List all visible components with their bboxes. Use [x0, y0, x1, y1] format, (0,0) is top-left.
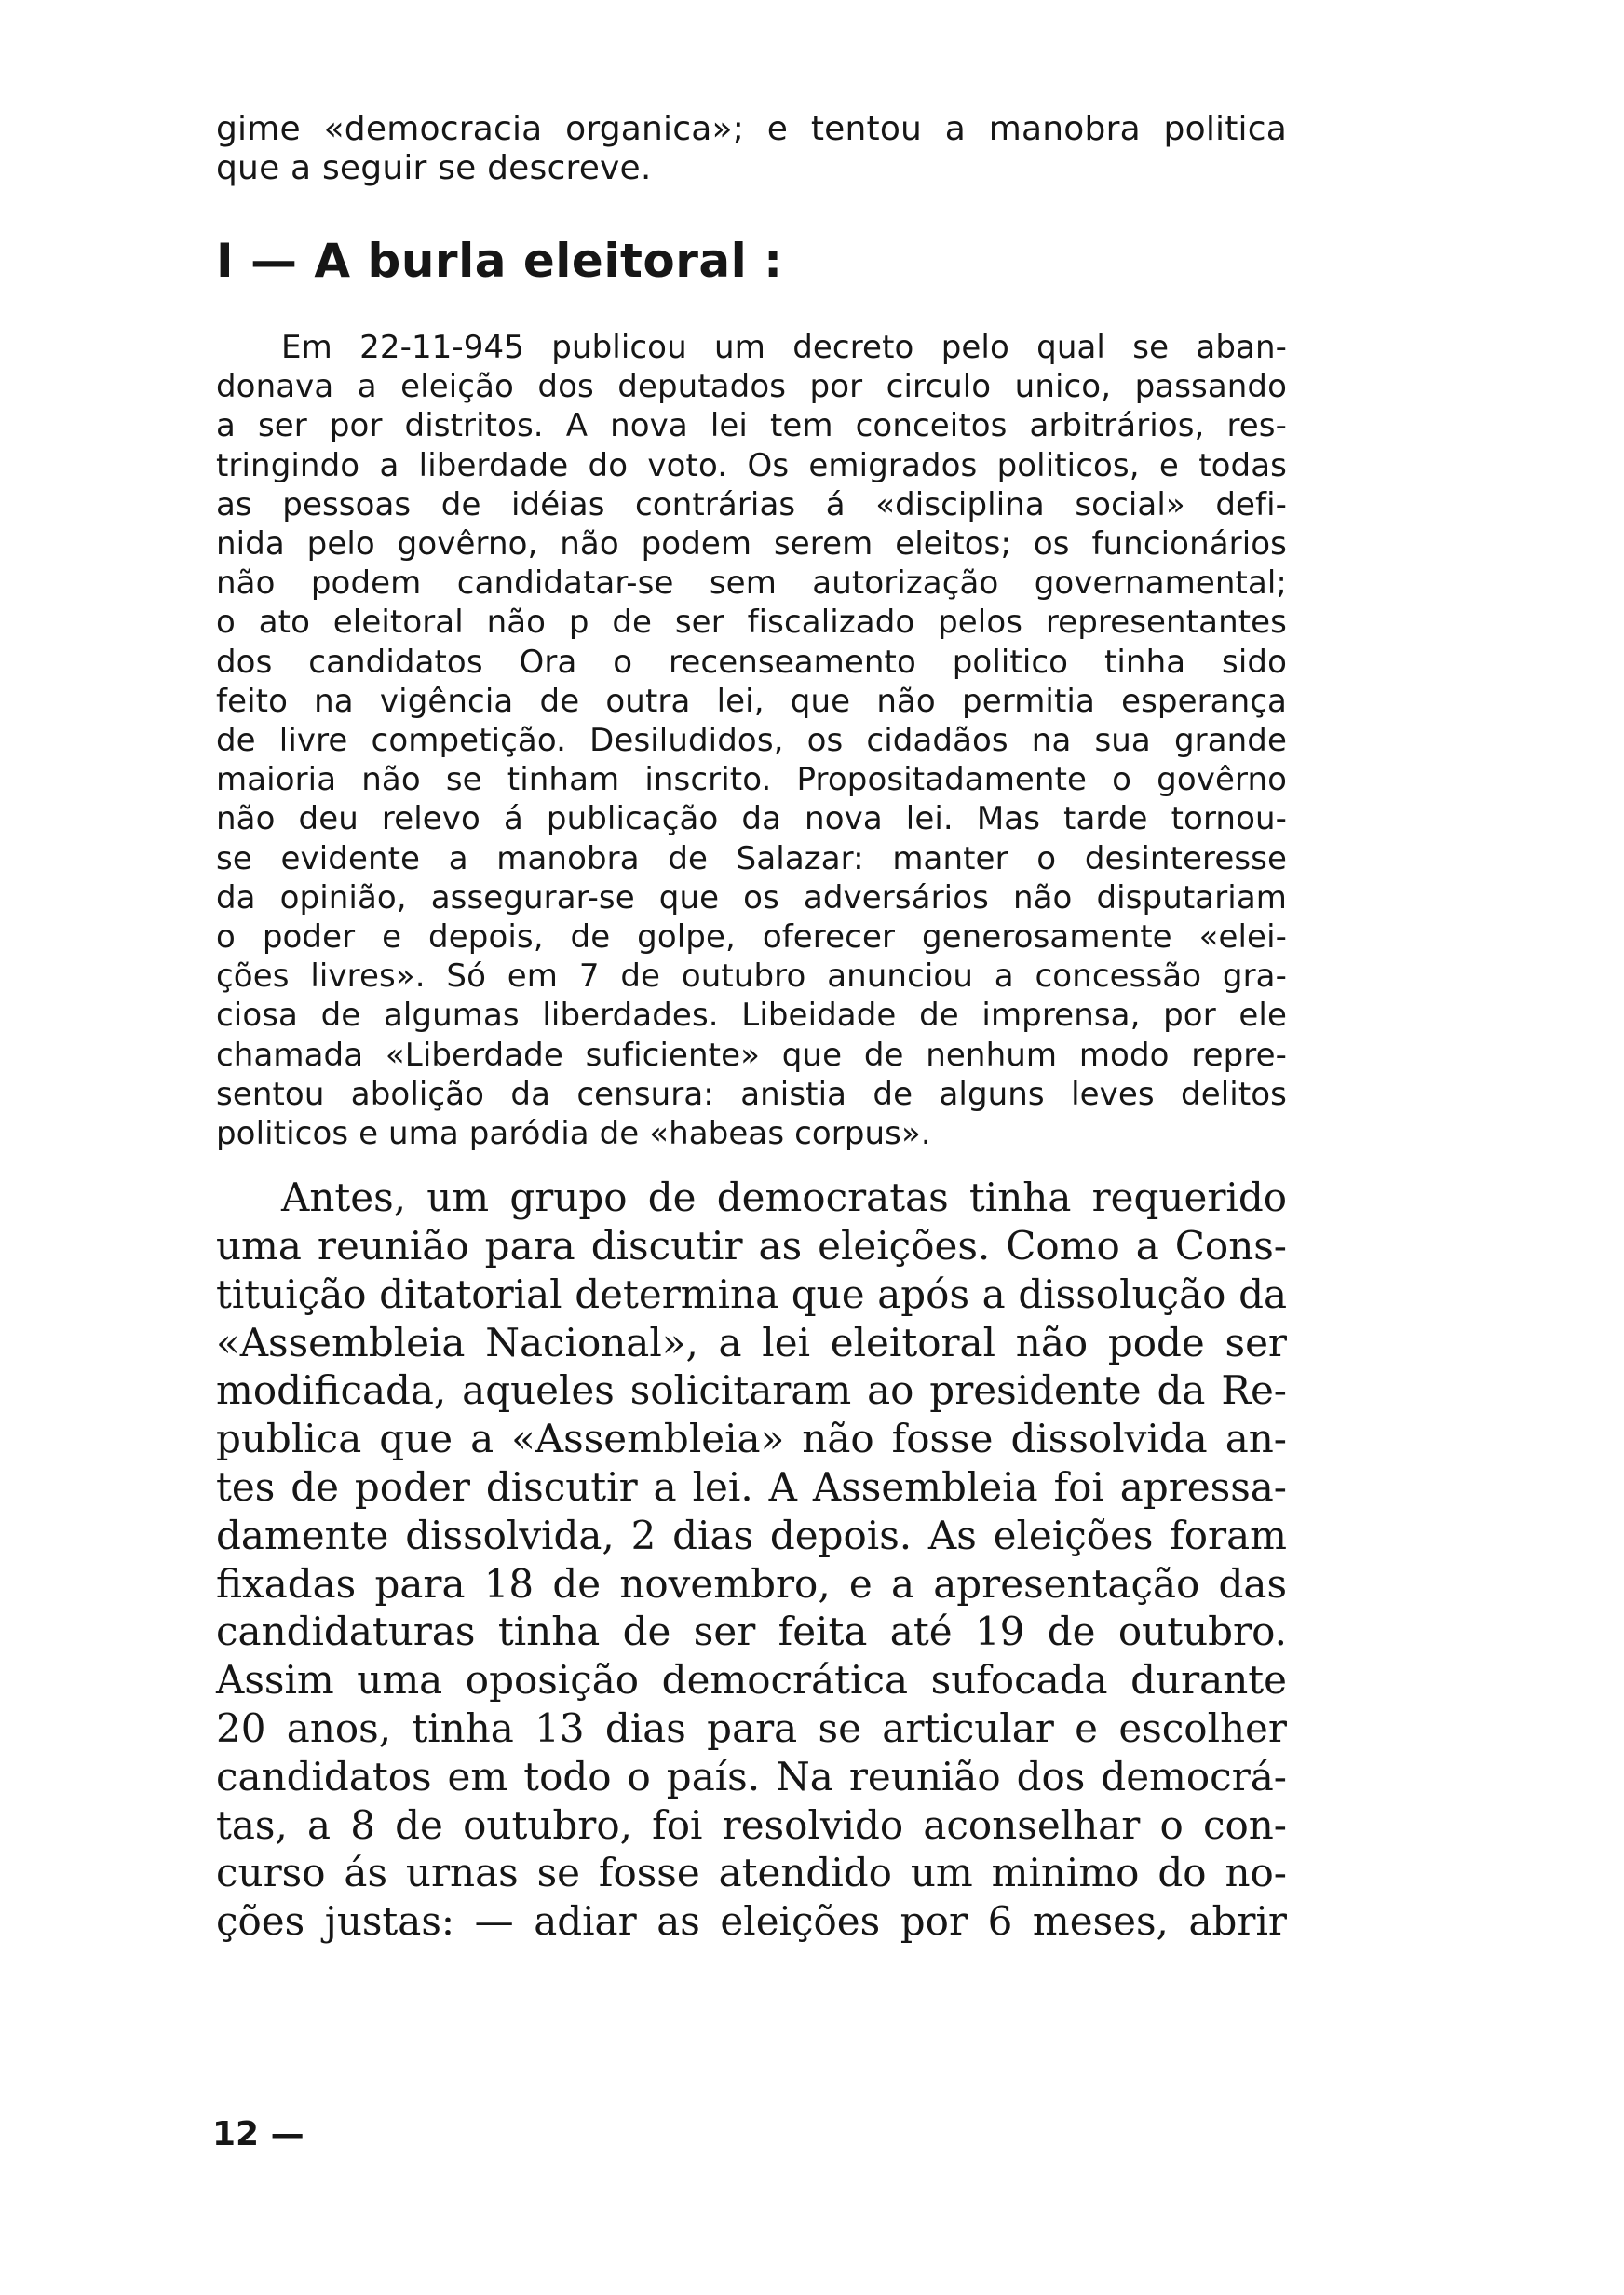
- text-line: candidatos em todo o país. Na reunião dos democrá-: [216, 1753, 1287, 1799]
- text-line: tituição ditatorial determina que após a dissolução da: [216, 1270, 1287, 1317]
- text-line: se evidente a manobra de Salazar: manter o desinteresse: [216, 839, 1287, 877]
- section-heading: I — A burla eleitoral :: [216, 234, 783, 288]
- text-line: modificada, aqueles solicitaram ao presidente da Re-: [216, 1367, 1287, 1414]
- text-line: que a seguir se descreve.: [216, 149, 652, 187]
- text-line: gime «democracia organica»; e tentou a manobra politica: [216, 110, 1287, 148]
- text-line: o poder e depois, de golpe, oferecer generosamente «elei-: [216, 918, 1287, 957]
- text-line: politicos e uma paródia de «habeas corpus».: [216, 1115, 931, 1153]
- text-line: ciosa de algumas liberdades. Libeidade de imprensa, por ele: [216, 997, 1287, 1035]
- text-line: tes de poder discutir a lei. A Assembleia foi apressa-: [216, 1464, 1287, 1511]
- text-line: as pessoas de idéias contrárias á «disciplina social» defi-: [216, 485, 1287, 523]
- text-line: donava a eleição dos deputados por circulo unico, passando: [216, 368, 1287, 406]
- text-line: candidaturas tinha de ser feita até 19 de outubro.: [216, 1609, 1287, 1655]
- page-content: [216, 110, 1287, 1946]
- intro-paragraph: [216, 110, 1287, 188]
- text-line: «Assembleia Nacional», a lei eleitoral não pode ser: [216, 1319, 1287, 1365]
- text-line: não podem candidatar-se sem autorização governamental;: [216, 564, 1287, 603]
- text-line: o ato eleitoral não p de ser fiscalizado pelos representantes: [216, 604, 1287, 642]
- text-line: fixadas para 18 de novembro, e a apresentação das: [216, 1560, 1287, 1607]
- text-line: publica que a «Assembleia» não fosse dissolvida an-: [216, 1416, 1287, 1462]
- text-line: ções livres». Só em 7 de outubro anunciou a concessão gra-: [216, 957, 1287, 996]
- text-line: tas, a 8 de outubro, foi resolvido aconselhar o con-: [216, 1801, 1287, 1848]
- text-line: 20 anos, tinha 13 dias para se articular e escolher: [216, 1705, 1287, 1752]
- text-line: uma reunião para discutir as eleições. Como a Cons-: [216, 1223, 1287, 1270]
- page-number: 12 —: [212, 2115, 304, 2153]
- text-line: chamada «Liberdade suficiente» que de nenhum modo repre-: [216, 1036, 1287, 1074]
- text-line: nida pelo govêrno, não podem serem eleitos; os funcionários: [216, 525, 1287, 564]
- text-line: maioria não se tinham inscrito. Propositadamente o govêrno: [216, 761, 1287, 799]
- text-line: curso ás urnas se fosse atendido um minimo do no-: [216, 1850, 1287, 1896]
- text-line: Em 22-11-945 publicou um decreto pelo qual se aban-: [281, 329, 1287, 366]
- text-line: dos candidatos Ora o recenseamento politico tinha sido: [216, 643, 1287, 681]
- text-line: tringindo a liberdade do voto. Os emigrados politicos, e todas: [216, 446, 1287, 484]
- text-line: da opinião, assegurar-se que os adversários não disputariam: [216, 878, 1287, 917]
- text-line: Assim uma oposição democrática sufocada durante: [216, 1657, 1287, 1704]
- text-line: Antes, um grupo de democratas tinha requerido: [281, 1175, 1287, 1221]
- text-line: feito na vigência de outra lei, que não permitia esperança: [216, 682, 1287, 720]
- text-line: de livre competição. Desiludidos, os cidadãos na sua grande: [216, 722, 1287, 760]
- paragraph-antes: [216, 1174, 1287, 1946]
- text-line: a ser por distritos. A nova lei tem conceitos arbitrários, res-: [216, 407, 1287, 445]
- text-line: damente dissolvida, 2 dias depois. As eleições foram: [216, 1512, 1287, 1558]
- paragraph-burla-eleitoral: [216, 328, 1287, 1153]
- text-line: sentou abolição da censura: anistia de alguns leves delitos: [216, 1075, 1287, 1113]
- text-line: ções justas: — adiar as eleições por 6 meses, abrir: [216, 1898, 1287, 1945]
- text-line: não deu relevo á publicação da nova lei. Mas tarde tornou-: [216, 800, 1287, 838]
